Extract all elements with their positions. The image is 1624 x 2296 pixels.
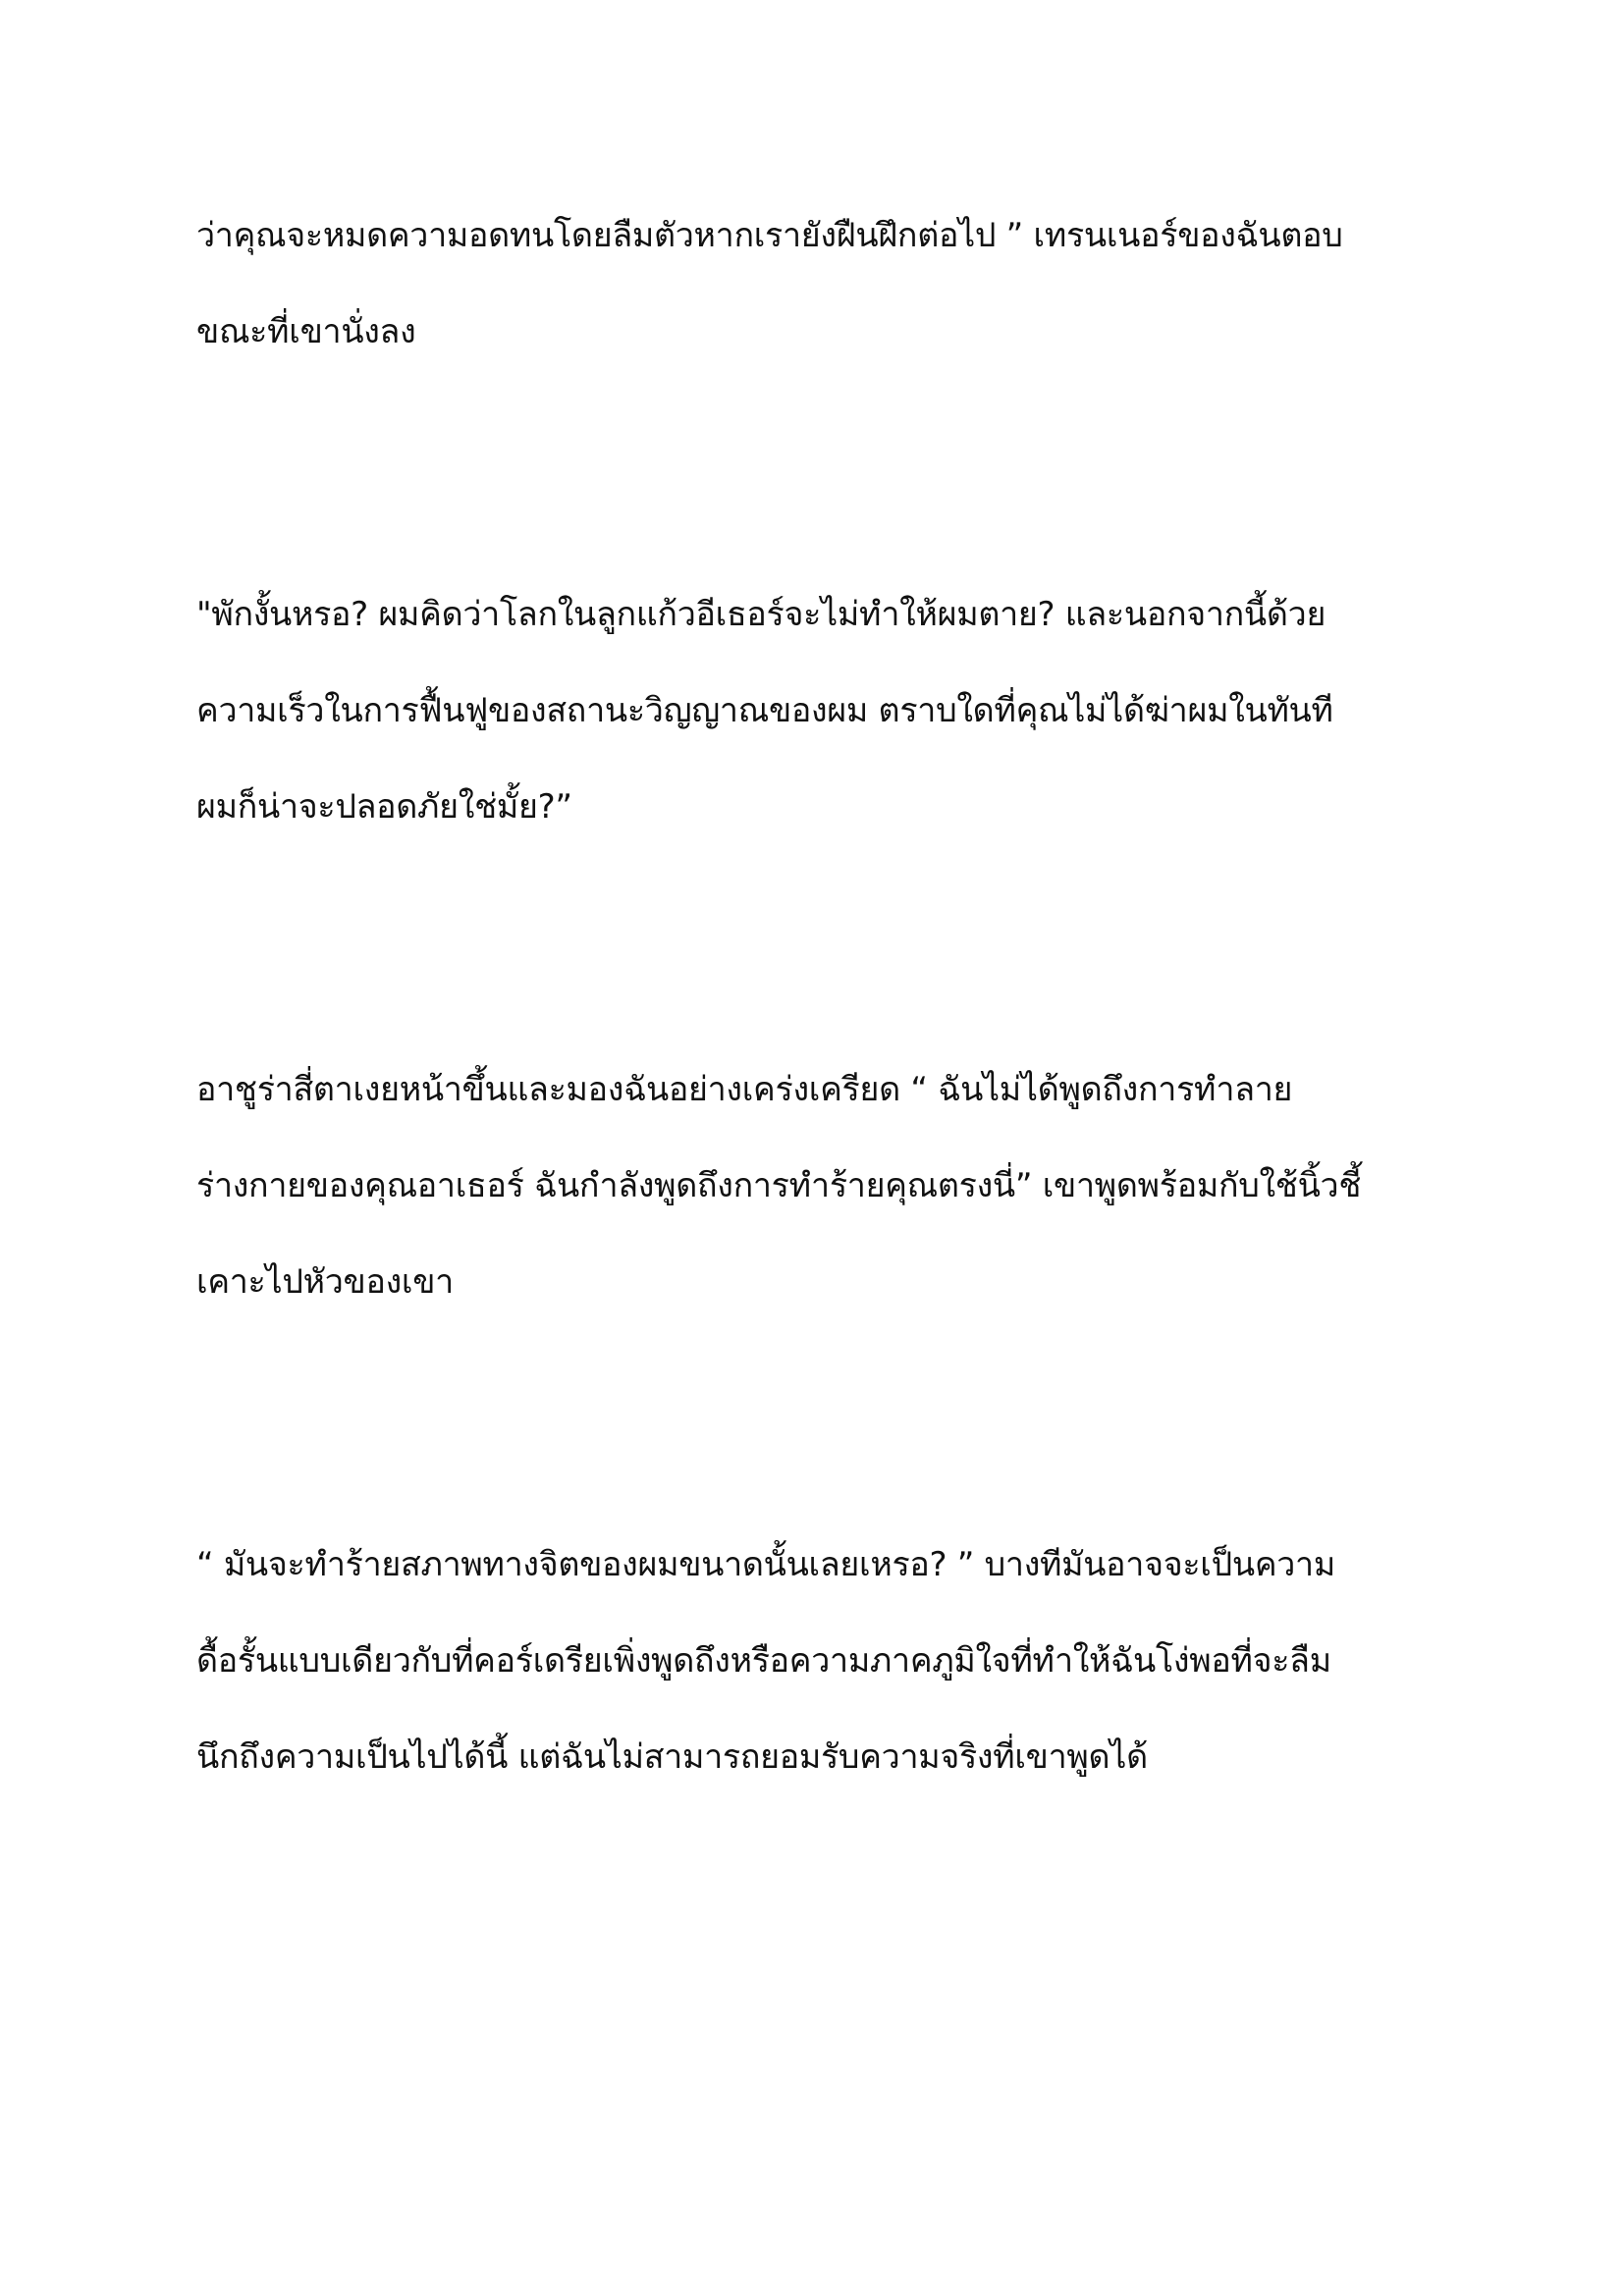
text-line: ดื้อรั้นแบบเดียวกับที่คอร์เดรียเพิ่งพูดถึงหรือความภาคภูมิใจที่ทำให้ฉันโง่พอที่จะลืม	[196, 1641, 1331, 1681]
text-line: เคาะไปหัวของเขา	[196, 1262, 454, 1302]
text-line: ว่าคุณจะหมดความอดทนโดยลืมตัวหากเรายังฝืนฝึกต่อไป ” เทรนเนอร์ของฉันตอบ	[196, 216, 1343, 255]
text-line: "พักงั้นหรอ? ผมคิดว่าโลกในลูกแก้วอีเธอร์จะไม่ทำให้ผมตาย? และนอกจากนี้ด้วย	[196, 595, 1326, 634]
text-line: อาชูร่าสี่ตาเงยหน้าขึ้นและมองฉันอย่างเคร่งเครียด “ ฉันไม่ได้พูดถึงการทำลาย	[196, 1070, 1293, 1109]
paragraph-4	[196, 1530, 1434, 1819]
paragraph-3	[196, 1055, 1434, 1344]
text-line: นึกถึงความเป็นไปได้นี้ แต่ฉันไม่สามารถยอมรับความจริงที่เขาพูดได้	[196, 1737, 1148, 1777]
text-line: ขณะที่เขานั่งลง	[196, 312, 416, 351]
text-line: ความเร็วในการฟื้นฟูของสถานะวิญญาณของผม ตราบใดที่คุณไม่ได้ฆ่าผมในทันที	[196, 691, 1333, 730]
paragraph-1	[196, 201, 1434, 394]
paragraph-2	[196, 580, 1434, 869]
text-line: ร่างกายของคุณอาเธอร์ ฉันกำลังพูดถึงการทำร้ายคุณตรงนี่” เขาพูดพร้อมกับใช้นิ้วชี้	[196, 1166, 1362, 1205]
text-line: “ มันจะทำร้ายสภาพทางจิตของผมขนาดนั้นเลยเหรอ? ” บางทีมันอาจจะเป็นความ	[196, 1545, 1335, 1584]
document-body	[196, 201, 1434, 1819]
text-line: ผมก็น่าจะปลอดภัยใช่มั้ย?”	[196, 787, 572, 827]
